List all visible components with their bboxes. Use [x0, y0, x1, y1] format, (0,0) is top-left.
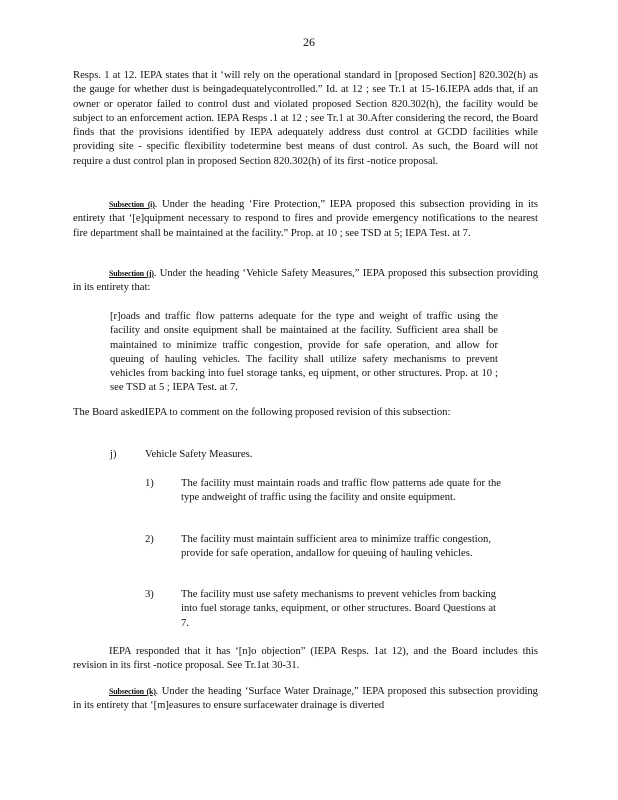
block-quote: [r]oads and traffic flow patterns adequate for the type and weight of traffic using the facility and onsite equipment shall be maintained at the facility. Sufficient area shall be maintained to minimize traffic congestion, provide for safe operation, and allow for queuing of hauling vehicles. The facility shall utilize safety mechanisms to prevent vehicles from backing into fuel storage tanks, eq uipment, or other structures. Prop. at 10 ; see TSD at 5 ; IEPA Test. at 7.: [110, 311, 498, 394]
paragraph-subsection-j: [73, 267, 538, 296]
revision-label: j): [110, 449, 117, 460]
item-3-number: 3): [145, 589, 154, 600]
subsection-j-text: . Under the heading ‘Vehicle Safety Measures,” IEPA proposed this subsection providing in its entirety that:: [73, 268, 538, 294]
paragraph-subsection-i: [73, 198, 538, 241]
item-3-text: The facility must use safety mechanisms to prevent vehicles from backing into fuel storage tanks, equipment, or other structures. Board Questions at 7.: [181, 589, 496, 629]
page-number: 26: [303, 35, 315, 49]
subsection-k-text: . Under the heading ‘Surface Water Drainage,” IEPA proposed this subsection providing in its entirety that ‘[m]easures to ensure surfacewater drainage is diverted: [73, 686, 538, 712]
item-2-number: 2): [145, 534, 154, 545]
item-2-text: The facility must maintain sufficient area to minimize traffic congestion, provide for safe operation, andallow for queuing of hauling vehicles.: [181, 534, 491, 560]
subsection-k-heading: Subsection (k): [109, 687, 156, 696]
subsection-i-text: . Under the heading ‘Fire Protection,” IEPA proposed this subsection providing in its entirety that ‘[e]quipment necessary to respond to fires and provide emergency notifications to the nearest fire department shall be maintained at the facility.” Prop. at 10 ; see TSD at 5; IEPA Test. at 7.: [73, 199, 538, 239]
paragraph-iepa-response: IEPA responded that it has ‘[n]o objection” (IEPA Resps. 1at 12), and the Board includes this revision in its first -notice proposal. See Tr.1at 30-31.: [73, 646, 538, 672]
subsection-j-heading: Subsection (j): [109, 269, 154, 278]
revision-title: Vehicle Safety Measures.: [145, 449, 253, 460]
subsection-i-heading: Subsection (i): [109, 200, 155, 209]
paragraph-board-request: The Board askedIEPA to comment on the following proposed revision of this subsection:: [73, 407, 451, 418]
paragraph-subsection-k: [73, 685, 538, 714]
item-1-number: 1): [145, 478, 154, 489]
paragraph-dust-control: Resps. 1 at 12. IEPA states that it ‘will rely on the operational standard in [proposed Section] 820.302(h) as the gauge for whether dust is beingadequatelycontrolled.” Id. at 12 ; see Tr.1 at 15-16.IEPA adds that, if an owner or operator failed to control dust and violated proposed Section 820.302(h), the facility would be subject to an enforcement action. IEPA Resps .1 at 12 ; see Tr.1 at 30.After considering the record, the Board finds that the provisions identified by IEPA adequately address dust control at GCDD facilities while providing site - specific flexibility todetermine best means of dust control. As such, the Board will not require a dust control plan in proposed Section 820.302(h) of its first -notice proposal.: [73, 70, 538, 167]
item-1-text: The facility must maintain roads and traffic flow patterns ade quate for the type andweight of traffic using the facility and onsite equipment.: [181, 478, 501, 504]
